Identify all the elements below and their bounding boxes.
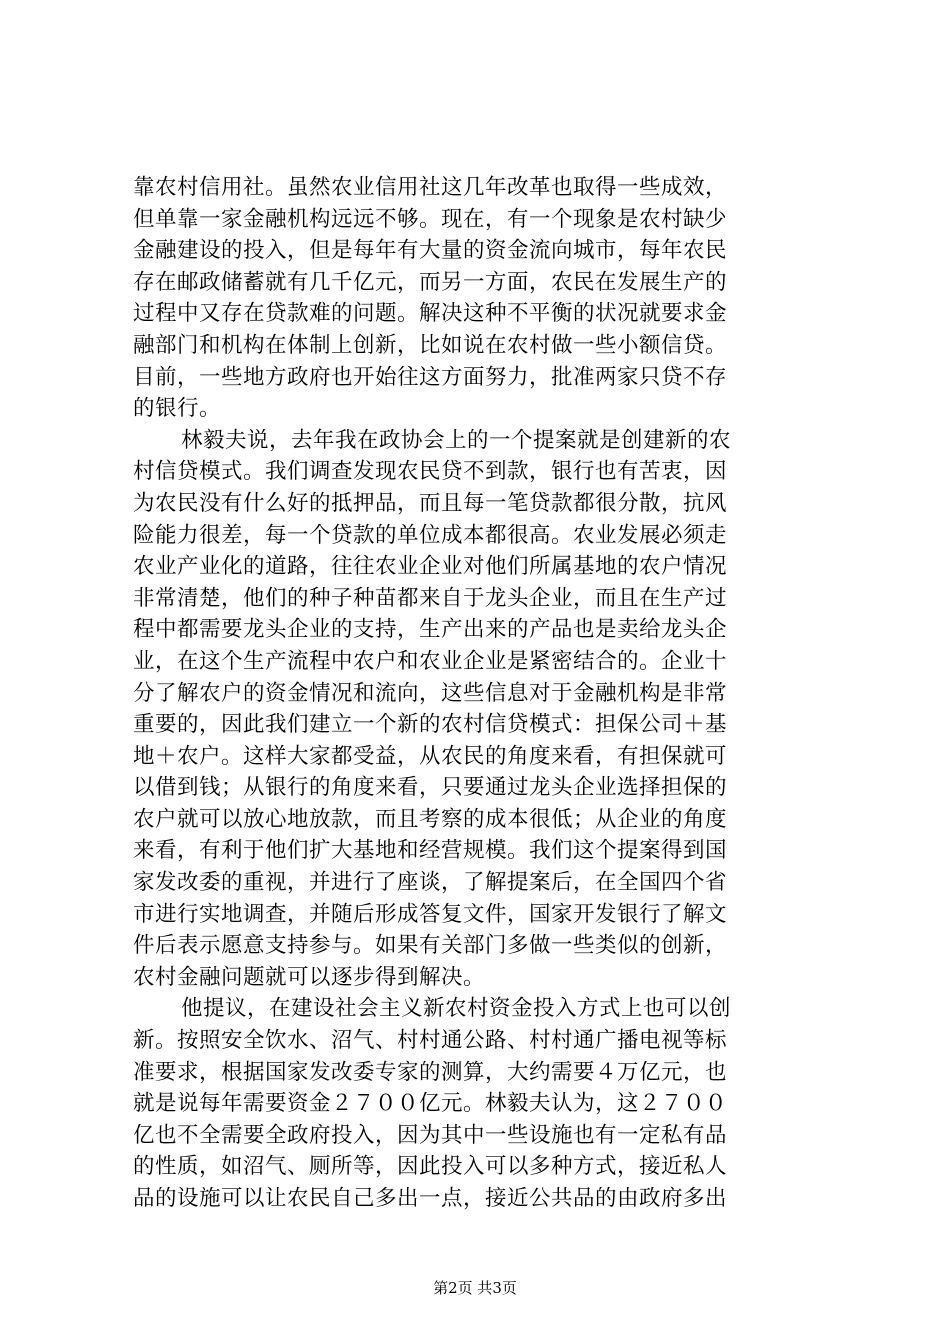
text-line: 以借到钱；从银行的角度来看，只要通过龙头企业选择担保的 <box>133 775 728 801</box>
text-line: 存在邮政储蓄就有几千亿元，而另一方面，农民在发展生产的 <box>133 269 728 295</box>
paragraph <box>133 425 823 994</box>
page-number-footer: 第2页 共3页 <box>433 1279 517 1297</box>
text-line: 市进行实地调查，并随后形成答复文件，国家开发银行了解文 <box>133 901 728 927</box>
text-line: 件后表示愿意支持参与。如果有关部门多做一些类似的创新， <box>133 933 728 959</box>
text-line: 品的设施可以让农民自己多出一点，接近公共品的由政府多出 <box>133 1186 728 1211</box>
text-line: 为农民没有什么好的抵押品，而且每一笔贷款都很分散，抗风 <box>133 490 728 516</box>
text-line: 业，在这个生产流程中农户和农业企业是紧密结合的。企业十 <box>133 648 728 674</box>
text-line: 农村金融问题就可以逐步得到解决。 <box>133 964 486 990</box>
text-line: 农业产业化的道路，往往农业企业对他们所属基地的农户情况 <box>133 554 728 580</box>
text-line: 金融建设的投入，但是每年有大量的资金流向城市，每年农民 <box>133 238 728 264</box>
text-line: 农户就可以放心地放款，而且考察的成本很低；从企业的角度 <box>133 806 728 832</box>
text-line: 险能力很差，每一个贷款的单位成本都很高。农业发展必须走 <box>133 522 728 548</box>
paragraph <box>133 172 823 425</box>
text-line: 目前，一些地方政府也开始往这方面努力，批准两家只贷不存 <box>133 364 728 390</box>
text-line: 重要的，因此我们建立一个新的农村信贷模式：担保公司＋基 <box>133 712 728 738</box>
text-line: 分了解农户的资金情况和流向，这些信息对于金融机构是非常 <box>133 680 728 706</box>
text-line: 非常清楚，他们的种子种苗都来自于龙头企业，而且在生产过 <box>133 585 728 611</box>
text-line: 的性质，如沼气、厕所等，因此投入可以多种方式，接近私人 <box>133 1154 728 1180</box>
text-line: 的银行。 <box>133 396 222 422</box>
text-line: 林毅夫说，去年我在政协会上的一个提案就是创建新的农 <box>181 427 732 453</box>
text-line: 但单靠一家金融机构远远不够。现在，有一个现象是农村缺少 <box>133 206 728 232</box>
text-line: 来看，有利于他们扩大基地和经营规模。我们这个提案得到国 <box>133 838 728 864</box>
text-line: 新。按照安全饮水、沼气、村村通公路、村村通广播电视等标 <box>133 1028 728 1054</box>
text-line: 就是说每年需要资金２７００亿元。林毅夫认为，这２７００ <box>133 1091 728 1117</box>
text-line: 准要求，根据国家发改委专家的测算，大约需要４万亿元，也 <box>133 1059 728 1085</box>
paragraph <box>133 993 823 1214</box>
text-line: 他提议，在建设社会主义新农村资金投入方式上也可以创 <box>181 996 732 1022</box>
text-line: 程中都需要龙头企业的支持，生产出来的产品也是卖给龙头企 <box>133 617 728 643</box>
text-line: 家发改委的重视，并进行了座谈，了解提案后，在全国四个省 <box>133 870 728 896</box>
text-line: 亿也不全需要全政府投入，因为其中一些设施也有一定私有品 <box>133 1122 728 1148</box>
text-line: 过程中又存在贷款难的问题。解决这种不平衡的状况就要求金 <box>133 301 728 327</box>
text-line: 融部门和机构在体制上创新，比如说在农村做一些小额信贷。 <box>133 332 728 358</box>
text-line: 靠农村信用社。虽然农业信用社这几年改革也取得一些成效， <box>133 175 728 200</box>
document-body <box>133 172 823 1215</box>
text-line: 地＋农户。这样大家都受益，从农民的角度来看，有担保就可 <box>133 743 728 769</box>
text-line: 村信贷模式。我们调查发现农民贷不到款，银行也有苦衷，因 <box>133 459 728 485</box>
